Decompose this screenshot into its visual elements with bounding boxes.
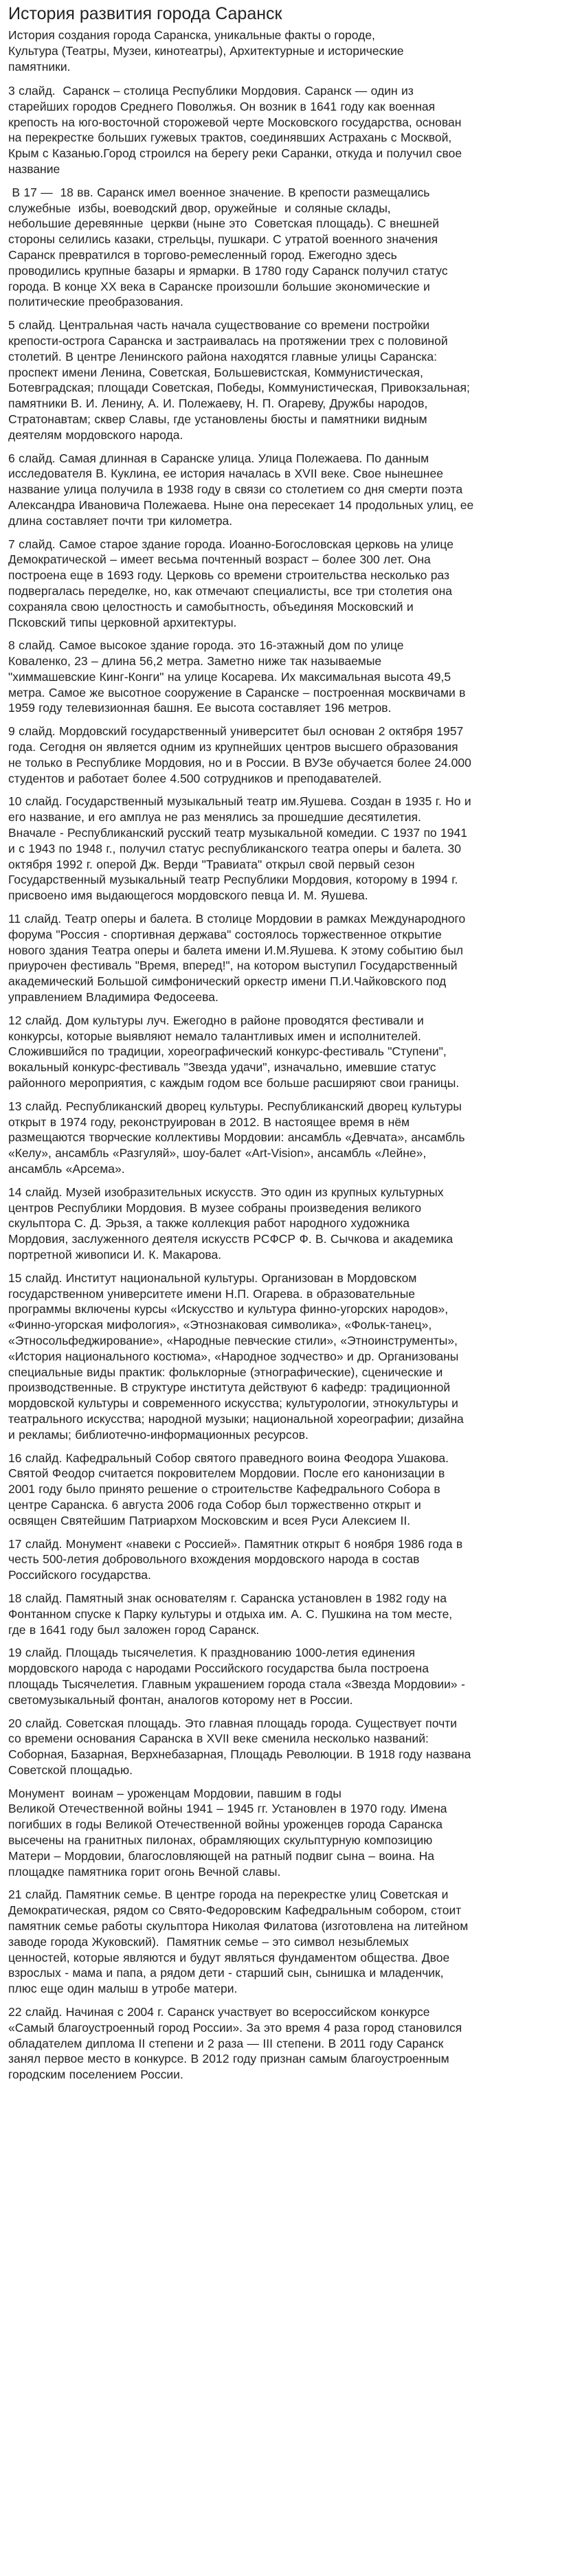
paragraph-line: портретной живописи И. К. Макарова. (8, 1247, 222, 1262)
paragraph-line: районного мероприятия, с каждым годом все больше расширяют свои границы. (8, 1076, 460, 1090)
paragraph-line: 5 слайд. Центральная часть начала существование со времени постройки (8, 318, 430, 333)
paragraph-line: центров Республики Мордовия. В музее собраны произведения великого (8, 1200, 422, 1215)
paragraph-line: «Келу», ансамбль «Разгуляй», шоу-балет «Art-Vision», ансамбль «Лейне», (8, 1146, 427, 1161)
article-paragraph (8, 1591, 574, 1637)
subtitle-line: История создания города Саранска, уникальные факты о городе, (8, 28, 375, 42)
paragraph-line: деятелям мордовского народа. (8, 427, 183, 442)
paragraph-line: Демократическая, рядом со Свято-Федоровским Кафедральным собором, стоит (8, 1903, 462, 1918)
paragraph-line: Александра Ивановича Полежаева. Ныне она пересекает 14 продольных улиц, ее (8, 497, 474, 512)
article-paragraph (8, 451, 574, 529)
article-paragraph (8, 1451, 574, 1529)
paragraph-line: 12 слайд. Дом культуры луч. Ежегодно в районе проводятся фестивали и (8, 1013, 424, 1027)
paragraph-line: «Самый благоустроенный город России». За это время 4 раза город становился (8, 2020, 462, 2035)
paragraph-line: 3 слайд. Саранск – столица Республики Мордовия. Саранск — один из (8, 84, 414, 98)
article-paragraph (8, 1013, 574, 1091)
paragraph-line: 14 слайд. Музей изобразительных искусств. Это один из крупных культурных (8, 1185, 444, 1199)
article-paragraph (8, 1786, 574, 1880)
paragraph-line: Сложившийся по традиции, хореографический конкурс-фестиваль "Ступени", (8, 1044, 447, 1059)
paragraph-line: стороны селились казаки, стрельцы, пушкари. С утратой военного значения (8, 232, 438, 247)
paragraph-line: Коваленко, 23 – длина 56,2 метра. Заметно ниже так называемые (8, 654, 382, 669)
paragraph-line: название (8, 161, 60, 176)
article-paragraph (8, 83, 574, 177)
paragraph-line: освящен Святейшим Патриархом Московским и всея Руси Алексием II. (8, 1513, 411, 1527)
paragraph-line: программы включены курсы «Искусство и культура финно-угорских народов», (8, 1302, 449, 1317)
paragraph-line: 8 слайд. Самое высокое здание города. это 16-этажный дом по улице (8, 638, 404, 653)
paragraph-line: мордовского народа с народами Российского государства была построена (8, 1661, 429, 1676)
subtitle-line: Культура (Театры, Музеи, кинотеатры), Архитектурные и исторические (8, 44, 404, 58)
paragraph-line: 2001 году было принято решение о строительстве Кафедрального Собора в (8, 1482, 440, 1497)
paragraph-line: Саранск превратился в торгово-ремесленный город. Ежегодно здесь (8, 247, 397, 262)
paragraph-line: 11 слайд. Театр оперы и балета. В столице Мордовии в рамках Международного (8, 912, 466, 926)
article-paragraph (8, 1185, 574, 1263)
paragraph-line: политические преобразования. (8, 295, 183, 309)
paragraph-line: плюс еще один малыш в утробе матери. (8, 1982, 238, 1996)
paragraph-line: октября 1992 г. оперой Дж. Верди "Травиата" открыл свой первый сезон (8, 857, 415, 871)
paragraph-line: заводе города Жуковский). Памятник семье – это символ незыблемых (8, 1934, 409, 1949)
paragraph-line: на перекрестке больших гужевых трактов, соединявших Астрахань с Москвой, (8, 131, 452, 145)
paragraph-line: светомузыкальный фонтан, аналогов которому нет в России. (8, 1692, 353, 1707)
article-paragraph (8, 724, 574, 786)
paragraph-line: 15 слайд. Институт национальной культуры. Организован в Мордовском (8, 1270, 417, 1285)
paragraph-line: академический Большой симфонический оркестр имени П.И.Чайковского под (8, 974, 447, 989)
paragraph-line: 9 слайд. Мордовский государственный университет был основан 2 октября 1957 (8, 724, 464, 739)
paragraph-line: Ботевградская; площади Советская, Победы, Коммунистическая, Привокзальная; (8, 381, 470, 395)
paragraph-line: сохраняла свою целостность и самобытность, объединяя Московский и (8, 599, 414, 614)
paragraph-line: нового здания Театра оперы и балета имени И.М.Яушева. К этому событию был (8, 943, 463, 957)
paragraph-line: метра. Самое же высотное сооружение в Саранске – построенная москвичами в (8, 685, 466, 699)
paragraph-line: крепости-острога Саранска и застраивалась на протяжении трех с половиной (8, 333, 448, 348)
article-paragraph (8, 911, 574, 1005)
paragraph-line: старейших городов Среднего Поволжья. Он возник в 1641 году как военная (8, 99, 436, 113)
paragraph-line: Святой Феодор считается покровителем Мордовии. После его канонизации в (8, 1466, 445, 1481)
paragraph-line: площадь Тысячелетия. Главным украшением города стала «Звезда Мордовии» - (8, 1677, 465, 1691)
article-paragraph (8, 537, 574, 631)
paragraph-line: исследователя В. Куклина, ее история началась в XVII веке. Свое нынешнее (8, 467, 443, 481)
paragraph-line: 21 слайд. Памятник семье. В центре города на перекрестке улиц Советская и (8, 1888, 449, 1902)
article-paragraph (8, 638, 574, 716)
paragraph-line: В 17 — 18 вв. Саранск имел военное значение. В крепости размещались (8, 185, 430, 199)
paragraph-line: длина составляет почти три километра. (8, 513, 233, 528)
paragraph-line: года. Сегодня он является одним из крупнейших центров высшего образования (8, 740, 458, 754)
paragraph-line: погибших в годы Великой Отечественной войны уроженцев города Саранска (8, 1817, 443, 1832)
article-paragraph (8, 185, 574, 310)
paragraph-line: 16 слайд. Кафедральный Собор святого праведного воина Феодора Ушакова. (8, 1451, 449, 1465)
paragraph-line: размещаются творческие коллективы Мордовии: ансамбль «Девчата», ансамбль (8, 1130, 465, 1145)
paragraph-line: название улица получила в 1938 году в связи со столетием со дня смерти поэта (8, 482, 463, 497)
paragraph-line: студентов и работает более 4.500 сотрудников и преподавателей. (8, 771, 382, 785)
paragraph-line: 20 слайд. Советская площадь. Это главная площадь города. Существует почти (8, 1716, 458, 1730)
paragraph-line: мордовской культуры и современного искусства; культурологии, этнокультуры и (8, 1396, 458, 1411)
paragraph-line: производственные. В структуре института действуют 6 кафедр: традиционной (8, 1380, 451, 1395)
paragraph-line: Псковский типы церковной архитектуры. (8, 615, 237, 629)
paragraph-line: скульптора С. Д. Эрьзя, а также коллекция работ народного художника (8, 1216, 410, 1231)
paragraph-line: 13 слайд. Республиканский дворец культуры. Республиканский дворец культуры (8, 1099, 462, 1113)
paragraph-line: и с 1943 по 1948 г., получил статус республиканского театра оперы и балета. 30 (8, 841, 461, 855)
paragraph-line: специальные виды практик: фольклорные (этнографические), сценические и (8, 1365, 443, 1379)
paragraph-line: присвоено имя выдающегося мордовского певца И. М. Яушева. (8, 888, 368, 903)
paragraph-line: приурочен фестиваль "Время, вперед!", на котором выступил Государственный (8, 959, 458, 973)
paragraph-line: Великой Отечественной войны 1941 – 1945 гг. Установлен в 1970 году. Имена (8, 1802, 447, 1816)
paragraph-line: ансамбль «Арсема». (8, 1162, 125, 1176)
paragraph-line: 17 слайд. Монумент «навеки с Россией». Памятник открыт 6 ноября 1986 года в (8, 1536, 463, 1551)
paragraph-line: столетий. В центре Ленинского района находятся главные улицы Саранска: (8, 349, 438, 363)
paragraph-line: вокальный конкурс-фестиваль "Звезда удачи", изначально, имевшие статус (8, 1060, 436, 1075)
paragraph-line: взрослых - мама и папа, а рядом дети - старший сын, сынишка и младенчик, (8, 1966, 444, 1980)
paragraph-line: Вначале - Республиканский русский театр музыкальной комедии. С 1937 по 1941 (8, 826, 467, 840)
paragraph-line: ценностей, которые являются и будут являться фундаментом общества. Двое (8, 1950, 450, 1964)
article-paragraph (8, 1716, 574, 1778)
paragraph-line: Государственный музыкальный театр Республики Мордовия, которому в 1994 г. (8, 873, 458, 887)
paragraph-line: занял первое место в конкурсе. В 2012 году признан самым благоустроенным (8, 2052, 449, 2066)
paragraph-line: площадке памятника горит огонь Вечной славы. (8, 1864, 281, 1879)
article-paragraph (8, 1270, 574, 1443)
article-paragraph (8, 1099, 574, 1177)
paragraph-line: «Этносольфеджирование», «Народные певческие стили», «Этноинструменты», (8, 1333, 458, 1347)
paragraph-line: памятники В. И. Ленину, А. И. Полежаеву, Н. П. Огареву, Дружбы народов, (8, 396, 428, 411)
paragraph-line: открыт в 1974 году, реконструирован в 2012. В настоящее время в нём (8, 1115, 410, 1129)
article-body (8, 83, 574, 2083)
paragraph-line: Матери – Мордовии, благословляющей на ратный подвиг сына – воина. На (8, 1848, 434, 1863)
paragraph-line: Российского государства. (8, 1568, 151, 1582)
paragraph-line: «Финно-угорская мифология», «Этнознаковая символика», «Фольк-танец», (8, 1318, 432, 1332)
paragraph-line: Крым с Казанью.Город строился на берегу реки Саранки, откуда и получил свое (8, 146, 462, 161)
paragraph-line: Соборная, Базарная, Верхнебазарная, Площадь Революции. В 1918 году названа (8, 1747, 471, 1762)
paragraph-line: города. В конце XX века в Саранске произошли большие экономические и (8, 279, 430, 293)
paragraph-line: Фонтанном спуске к Парку культуры и отдыха им. А. С. Пушкина на том месте, (8, 1606, 453, 1621)
subtitle-line: памятники. (8, 60, 71, 74)
paragraph-line: государственном университете имени Н.П. Огарева. в образовательные (8, 1286, 416, 1301)
paragraph-line: Мордовия, заслуженного деятеля искусств РСФСР Ф. В. Сычкова и академика (8, 1232, 454, 1246)
paragraph-line: городским поселением России. (8, 2068, 183, 2082)
paragraph-line: 10 слайд. Государственный музыкальный театр им.Яушева. Создан в 1935 г. Но и (8, 794, 471, 809)
paragraph-line: Советской площадью. (8, 1762, 133, 1777)
paragraph-line: «История национального костюма», «Народное зодчество» и др. Организованы (8, 1349, 459, 1363)
paragraph-line: 18 слайд. Памятный знак основателям г. Саранска установлен в 1982 году на (8, 1591, 447, 1605)
article-paragraph (8, 1536, 574, 1583)
paragraph-line: не только в Республике Мордовия, но и в России. В ВУЗе обучается более 24.000 (8, 755, 471, 770)
paragraph-line: памятник семье работы скульптора Николая Филатова (изготовлена на литейном (8, 1919, 469, 1934)
paragraph-line: высечены на гранитных пилонах, обрамляющих скульптурную композицию (8, 1833, 433, 1848)
article-paragraph (8, 1645, 574, 1707)
paragraph-line: небольшие деревянные церкви (ныне это Советская площадь). С внешней (8, 216, 440, 231)
paragraph-line: и рекламы; библиотечно-информационных ресурсов. (8, 1427, 309, 1442)
article-paragraph (8, 1887, 574, 1997)
paragraph-line: Монумент воинам – уроженцам Мордовии, павшим в годы (8, 1786, 342, 1800)
paragraph-line: театрального искусства; народной музыки; национальной хореографии; дизайна (8, 1411, 464, 1426)
paragraph-line: 19 слайд. Площадь тысячелетия. К празднованию 1000-летия единения (8, 1646, 415, 1660)
paragraph-line: 6 слайд. Самая длинная в Саранске улица. Улица Полежаева. По данным (8, 451, 429, 465)
paragraph-line: 7 слайд. Самое старое здание города. Иоанно-Богословская церковь на улице (8, 537, 454, 551)
paragraph-line: "химмашевские Кинг-Конги" на улице Косарева. Их максимальная высота 49,5 (8, 669, 451, 684)
paragraph-line: честь 500-летия добровольного вхождения мордовского народа в состав (8, 1552, 420, 1567)
paragraph-line: обладателем диплома II степени и 2 раза — III степени. В 2011 году Саранск (8, 2036, 444, 2050)
paragraph-line: его название, и его амплуа не раз менялись за прошедшие десятилетия. (8, 810, 421, 825)
article-subtitle (8, 27, 574, 75)
paragraph-line: крепость на юго-восточной сторожевой черте Московского государства, основан (8, 115, 462, 129)
page-title: История развития города Саранск (8, 4, 282, 23)
paragraph-line: конкурсы, которые выявляют немало талантливых имен и исполнителей. (8, 1029, 421, 1043)
paragraph-line: Демократической – имеет весьма почтенный возраст – более 300 лет. Она (8, 552, 431, 567)
paragraph-line: подвергалась переделке, но, как отмечают специалисты, все три столетия она (8, 583, 453, 598)
paragraph-line: со времени основания Саранска в XVII веке сменила несколько названий: (8, 1732, 429, 1746)
paragraph-line: центре Саранска. 6 августа 2006 года Собор был торжественно открыт и (8, 1497, 421, 1512)
article-paragraph (8, 2004, 574, 2083)
paragraph-line: служебные избы, воеводский двор, оружейные и соляные склады, (8, 201, 391, 215)
paragraph-line: 1959 году телевизионная башня. Ее высота составляет 196 метров. (8, 701, 392, 715)
paragraph-line: проспект имени Ленина, Советская, Большевистская, Коммунистическая, (8, 365, 423, 379)
paragraph-line: Стратонавтам; сквер Славы, где установлены бюсты и памятники видным (8, 412, 427, 426)
paragraph-line: форума "Россия - спортивная держава" состоялось торжественное открытие (8, 927, 442, 941)
paragraph-line: управлением Владимира Федосеева. (8, 990, 219, 1005)
paragraph-line: где в 1641 году был заложен город Саранск. (8, 1622, 260, 1637)
article-paragraph (8, 794, 574, 904)
paragraph-line: 22 слайд. Начиная с 2004 г. Саранск участвует во всероссийском конкурсе (8, 2005, 430, 2019)
paragraph-line: построена еще в 1693 году. Церковь со времени строительства несколько раз (8, 568, 450, 583)
paragraph-line: проводились крупные базары и ярмарки. В 1780 году Саранск получил статус (8, 263, 448, 278)
article-paragraph (8, 317, 574, 443)
